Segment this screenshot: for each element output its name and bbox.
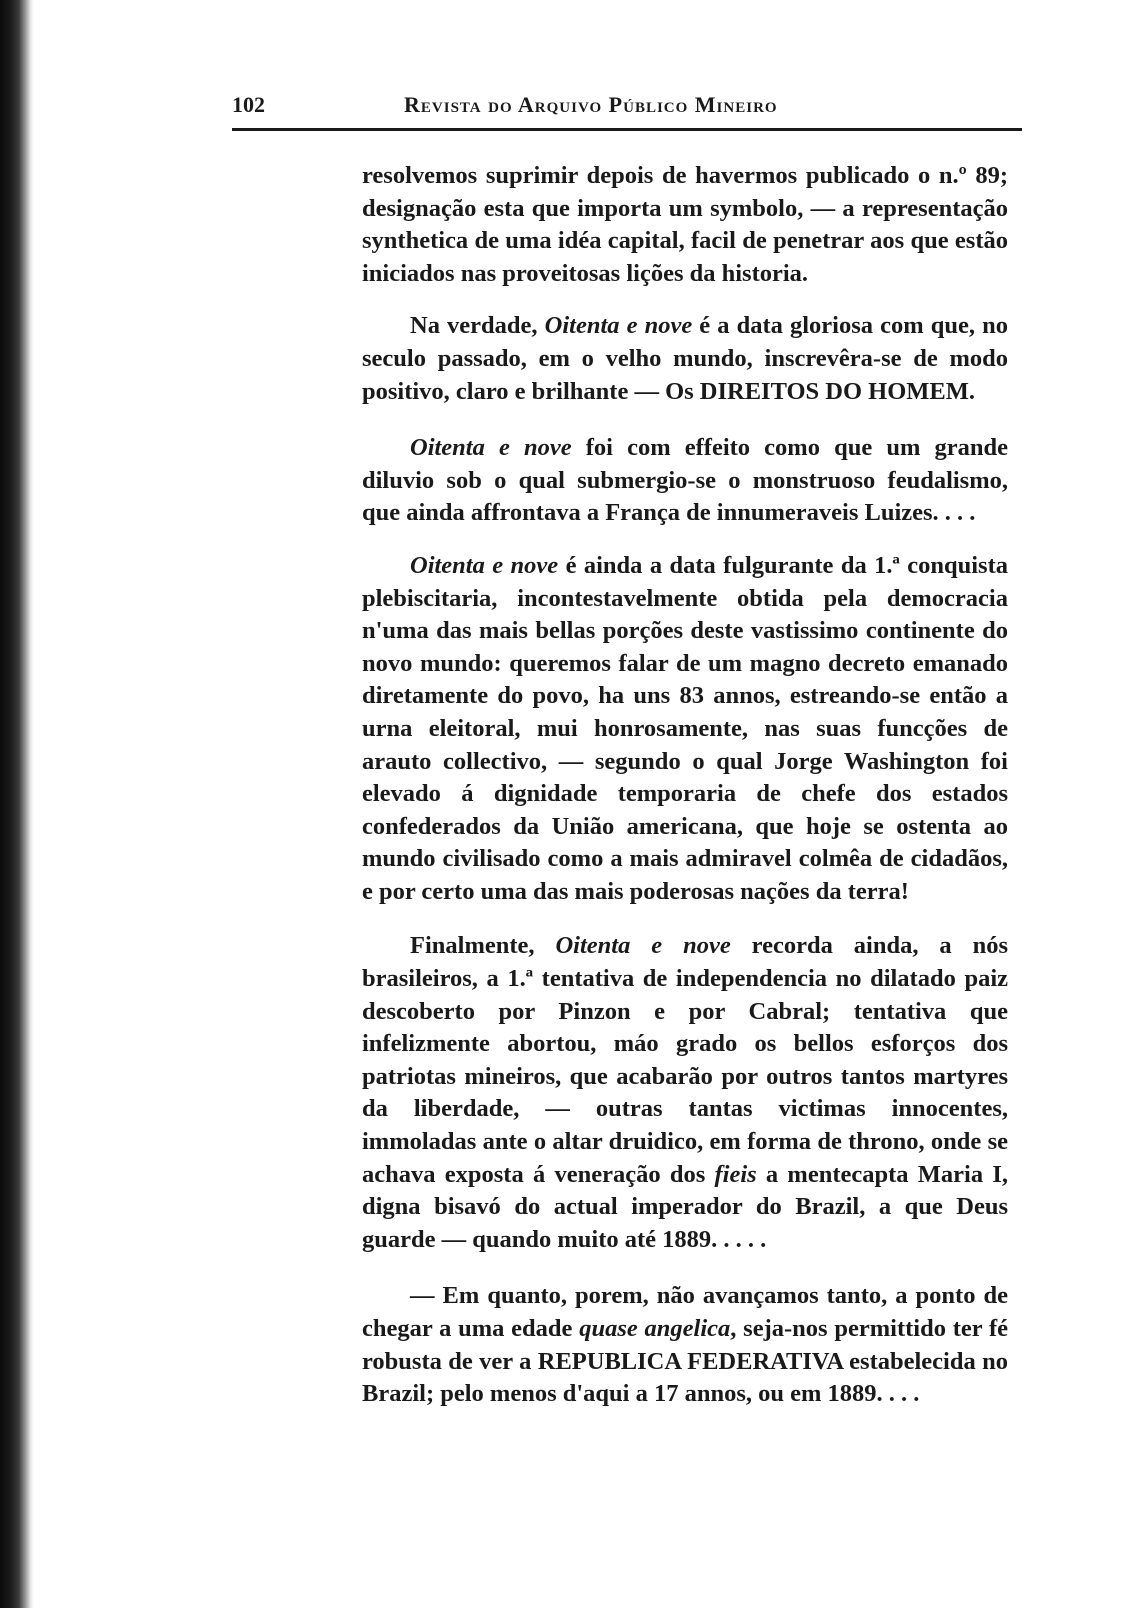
- paragraph-6-italic: quase angelica: [579, 1315, 731, 1342]
- paragraph-6-rest: , seja-nos permittido ter fé robusta de ver a REPUBLICA FEDERATIVA estabelecida no Brazil; pelo menos d'aqui a 17 annos, ou em 1889. . . .: [362, 1315, 1008, 1408]
- paragraph-2: [362, 310, 1008, 408]
- paragraph-5-italic-2: fieis: [714, 1160, 757, 1188]
- paragraph-3-rest: foi com effeito como que um grande diluvio sob o qual submergio-se o monstruoso feudalismo, que ainda affrontava a França de innumeraveis Luizes. . . .: [362, 434, 1008, 527]
- page-number: 102: [232, 92, 265, 117]
- book-spine-shadow: [0, 0, 34, 1608]
- paragraph-5-end: a mentecapta Maria I, digna bisavó do actual imperador do Brazil, a que Deus guarde — quando muito até 1889. . . . .: [362, 1160, 1008, 1253]
- running-title: Revista do Arquivo Público Mineiro: [404, 92, 778, 117]
- paragraph-2-italic: Oitenta e nove: [544, 312, 693, 340]
- paragraph-6-lead: — Em quanto, porem, não avançamos tanto, a ponto de chegar a uma edade: [362, 1282, 1008, 1342]
- paragraph-4: [362, 550, 1008, 909]
- paragraph-1: [362, 160, 1008, 290]
- page-header: [232, 88, 1022, 131]
- paragraph-5-italic: Oitenta e nove: [555, 932, 731, 960]
- paragraph-4-italic: Oitenta e nove: [410, 551, 559, 579]
- paragraph-5-lead: Finalmente,: [410, 932, 556, 960]
- text-body: [362, 160, 1008, 1431]
- paragraph-6: [362, 1280, 1008, 1410]
- paragraph-1-text: resolvemos suprimir depois de havermos publicado o n.º 89; designação esta que importa um symbolo, — a representação synthetica de uma idéa capital, facil de penetrar aos que estão iniciados nas proveitosas lições da historia.: [362, 162, 1008, 287]
- paragraph-5-middle: recorda ainda, a nós brasileiros, a 1.ª tentativa de independencia no dilatado paiz descoberto por Pinzon e por Cabral; tentativa que infelizmente abortou, máo grado os bellos esforços dos patriotas mineiros, que acabarão por outros tantos martyres da liberdade, — outras tantas victimas innocentes, immoladas ante o altar druidico, em forma de throno, onde se achava exposta á veneração dos: [362, 932, 1008, 1188]
- paragraph-2-lead: Na verdade,: [410, 312, 545, 340]
- paragraph-3: [362, 432, 1008, 530]
- paragraph-2-rest: é a data gloriosa com que, no seculo passado, em o velho mundo, inscrevêra-se de modo positivo, claro e brilhante — Os DIREITOS DO HOMEM.: [362, 312, 1008, 405]
- paragraph-5: [362, 930, 1008, 1256]
- paragraph-3-italic: Oitenta e nove: [410, 434, 572, 462]
- paragraph-4-rest: é ainda a data fulgurante da 1.ª conquista plebiscitaria, incontestavelmente obtida pela democracia n'uma das mais bellas porções deste vastissimo continente do novo mundo: queremos falar de um magno decreto emanado diretamente do povo, ha uns 83 annos, estreando-se então a urna eleitoral, mui honrosamente, nas suas funcções de arauto collectivo, — segundo o qual Jorge Washington foi elevado á dignidade temporaria de chefe dos estados confederados da União americana, que hoje se ostenta ao mundo civilisado como a mais admiravel colmêa de cidadãos, e por certo uma das mais poderosas nações da terra!: [362, 551, 1008, 905]
